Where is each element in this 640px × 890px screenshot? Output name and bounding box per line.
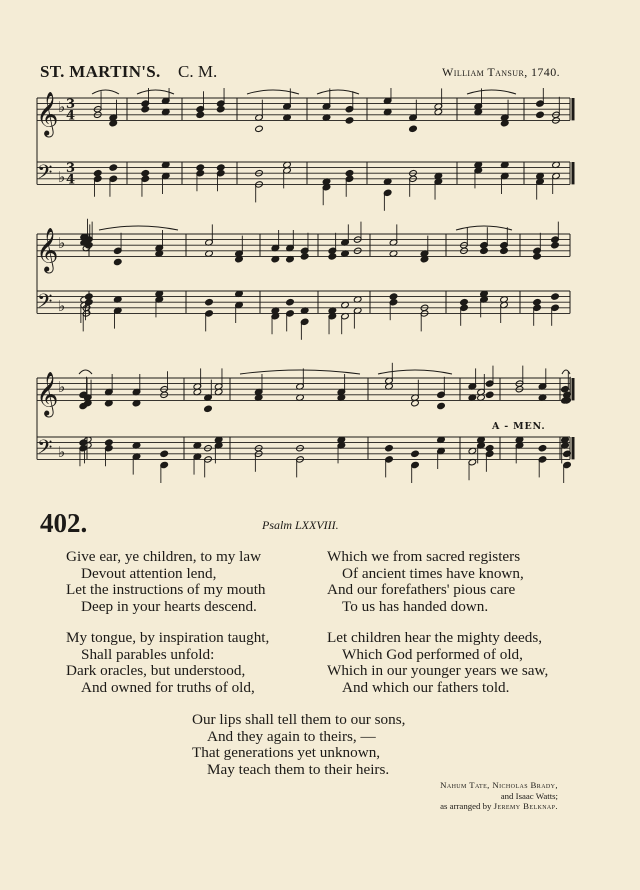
slur [240,370,360,374]
credit-arranger: Jeremy Belknap. [493,801,558,811]
stanza-line: Devout attention lend, [81,564,217,582]
note-head [551,242,560,249]
flat-sign-icon: ♭ [58,378,66,397]
bass-clef-icon: 𝄢 [37,435,53,464]
stanza-line: Let children hear the mighty deeds, [327,629,543,646]
note-head [205,299,214,306]
stanza-line: And they again to theirs, — [207,727,376,745]
stanza-line: Which in our younger years we saw, [327,662,549,679]
tune-header [40,62,560,84]
stanza-line: Our lips shall tell them to our sons, [192,711,406,728]
note-head [409,125,418,132]
stanza-line: Deep in your hearts descend. [81,597,257,615]
stanza-1 [66,549,266,615]
tune-name: ST. MARTIN'S. [40,62,161,81]
note-head [385,445,394,452]
note-head [109,164,118,171]
stanza-5 [192,712,405,778]
note-head [286,299,295,306]
note-head [196,111,205,118]
hymn-number: 402. [40,508,88,538]
note-head [204,405,213,412]
time-signature-bottom: 4 [66,172,76,188]
psalm-reference: Psalm LXXVIII. [262,518,339,532]
note-head [411,450,420,457]
stanza-4 [327,630,548,696]
slur [467,90,516,94]
flat-sign-icon: ♭ [58,296,66,315]
stanza-line: Which we from sacred registers [327,548,521,565]
stanza-line: And owned for truths of old, [81,678,255,696]
slur [247,90,299,94]
stanza-3 [327,549,524,615]
note-head [345,117,354,124]
time-signature-top: 3 [66,161,76,177]
slur [79,370,92,374]
flat-sign-icon: ♭ [58,442,66,461]
stanza-line: Shall parables unfold: [81,645,215,663]
music-notation [36,88,573,483]
note-head [300,253,309,260]
credit-line: and Isaac Watts; [500,790,558,801]
slur [378,370,452,374]
stanza-line: Which God performed of old, [342,645,523,663]
credit-line: Nahum Tate, Nicholas Brady, [440,780,558,790]
slur [456,226,512,230]
music-score [0,88,640,498]
note-head [480,247,489,254]
note-head [533,253,542,260]
stanza-line: To us has handed down. [342,597,489,615]
amen-lyric: A - MEN. [492,421,546,432]
note-head [141,106,150,113]
note-head [500,247,509,254]
flat-sign-icon: ♭ [58,167,66,186]
treble-clef-icon: 𝄞 [36,91,59,136]
stanza-line: May teach them to their heirs. [207,760,390,778]
composer-credit: William Tansur, 1740. [442,65,560,79]
note-head [538,445,547,452]
note-head [485,391,494,398]
bass-clef-icon: 𝄢 [37,160,53,189]
flat-sign-icon: ♭ [58,234,66,253]
stanza-line: That generations yet unknown, [192,744,381,761]
stanza-line: And which our fathers told. [342,678,510,696]
stanza-line: Let the instructions of my mouth [66,581,266,598]
stanza-line: Give ear, ye children, to my law [66,548,262,565]
stanza-line: Dark oracles, but understood, [66,662,246,679]
bass-clef-icon: 𝄢 [37,289,53,318]
stanza-line: My tongue, by inspiration taught, [66,629,270,646]
treble-clef-icon: 𝄞 [36,371,59,416]
stanza-2 [66,630,269,696]
tune-meter: C. M. [178,62,218,81]
flat-sign-icon: ♭ [58,98,66,117]
note-head [437,402,446,409]
slur [562,370,570,374]
note-head [551,293,560,300]
note-head [79,402,88,409]
slur [92,90,119,94]
note-head [216,106,225,113]
note-head [328,253,337,260]
slur [99,226,178,230]
stanza-line: Of ancient times have known, [342,564,524,582]
note-head [536,111,545,118]
note-head [255,125,264,132]
time-signature-top: 3 [66,97,76,113]
text-credits [440,780,558,812]
slur [137,90,174,94]
treble-clef-icon: 𝄞 [36,227,59,272]
time-signature-bottom: 4 [66,108,76,124]
stanza-line: And our forefathers' pious care [327,581,516,598]
credit-prefix: as arranged by [440,801,492,811]
note-head [113,258,122,265]
note-head [160,450,169,457]
